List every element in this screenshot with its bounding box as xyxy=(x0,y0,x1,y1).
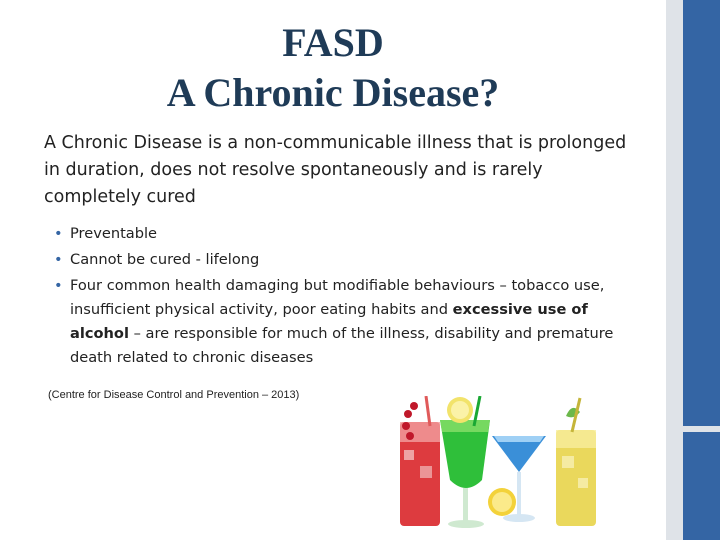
bullet-icon: • xyxy=(54,251,63,268)
bullet-text-after: – are responsible for much of the illness, disability and premature death related to chronic diseases xyxy=(70,325,614,366)
accent-bar-bottom xyxy=(683,432,720,540)
title-line-1: FASD xyxy=(282,20,384,65)
bullet-text: Preventable xyxy=(70,225,158,242)
bullet-item xyxy=(54,222,644,246)
bullet-item xyxy=(54,274,644,370)
intro-paragraph: A Chronic Disease is a non-communicable illness that is prolonged in duration, does not resolve spontaneously and is rarely completely cured xyxy=(44,133,627,207)
bullet-list xyxy=(54,222,644,372)
citation: (Centre for Disease Control and Prevention – 2013) xyxy=(48,389,300,401)
bullet-text-bold: excessive use of alcohol xyxy=(70,301,588,342)
slide-title xyxy=(0,18,666,118)
bullet-text-before: Four common health damaging but modifiable behaviours – tobacco use, insufficient physical activity, poor eating habits and xyxy=(70,277,605,318)
bullet-text: Cannot be cured - lifelong xyxy=(70,251,260,268)
bullet-icon: • xyxy=(54,277,63,294)
cocktail-drinks-illustration xyxy=(396,396,608,530)
title-line-2: A Chronic Disease? xyxy=(166,70,500,115)
bullet-item xyxy=(54,248,644,272)
bullet-icon: • xyxy=(54,225,63,242)
accent-bar-top xyxy=(683,0,720,426)
